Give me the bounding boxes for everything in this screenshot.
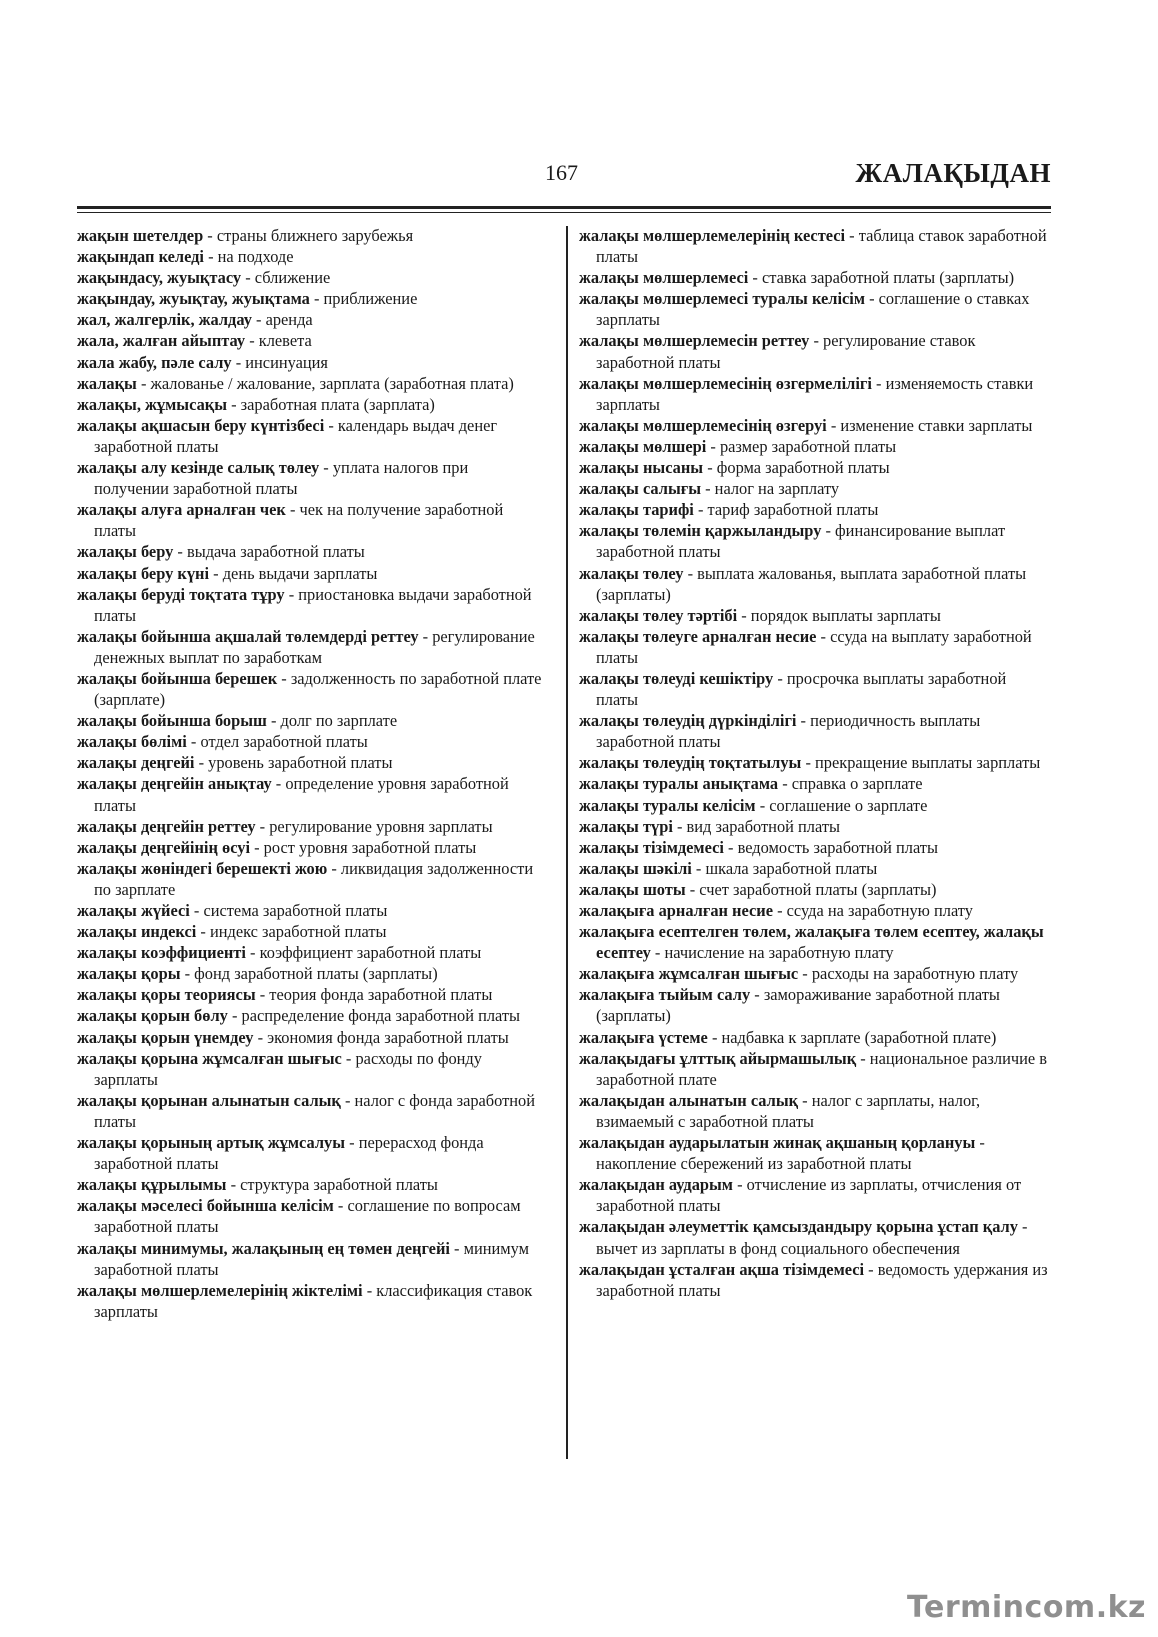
entry-term: жалақы мөлшері bbox=[579, 436, 707, 456]
dictionary-entry bbox=[579, 478, 1051, 499]
entry-separator: - bbox=[253, 1027, 268, 1047]
entry-separator: - bbox=[701, 479, 715, 499]
dictionary-entry bbox=[579, 752, 1051, 773]
entry-separator: - bbox=[324, 415, 338, 435]
entry-translation: день выдачи зарплаты bbox=[222, 563, 378, 583]
dictionary-entry bbox=[77, 942, 542, 963]
dictionary-entry bbox=[77, 584, 542, 626]
entry-term: жалақы деңгейі bbox=[77, 753, 195, 773]
dictionary-entry bbox=[77, 309, 542, 330]
entry-term: жалақы минимумы, жалақының ең төмен деңгейі bbox=[77, 1238, 450, 1258]
entry-term: жалақы деңгейінің өсуі bbox=[77, 837, 251, 857]
dictionary-entry bbox=[77, 563, 542, 584]
entry-translation: календарь выдач денег заработной платы bbox=[94, 415, 498, 456]
entry-term: жалақы төлеудің тоқтатылуы bbox=[579, 753, 802, 773]
entry-separator: - bbox=[362, 1280, 377, 1300]
entry-translation: выдача заработной платы bbox=[186, 542, 365, 562]
entry-separator: - bbox=[748, 268, 762, 288]
entry-separator: - bbox=[250, 837, 264, 857]
dictionary-entry bbox=[579, 605, 1051, 626]
entry-separator: - bbox=[706, 436, 720, 456]
dictionary-entry bbox=[77, 1090, 542, 1132]
entry-separator: - bbox=[241, 268, 255, 288]
entry-term: жалақы төлеуге арналған несие bbox=[579, 626, 817, 646]
entry-term: жалақы қоры bbox=[77, 964, 181, 984]
dictionary-entry bbox=[77, 1005, 542, 1026]
dictionary-entry bbox=[77, 394, 542, 415]
entry-translation: ссуда на заработную плату bbox=[786, 901, 973, 920]
entry-translation: отчисление из зарплаты, отчисления от заработной платы bbox=[596, 1175, 1022, 1216]
entry-translation: ссуда на выплату заработной платы bbox=[596, 626, 1032, 667]
entry-separator: - bbox=[816, 626, 831, 646]
entry-translation: фонд заработной платы (зарплаты) bbox=[194, 964, 438, 984]
dictionary-entry bbox=[579, 837, 1051, 858]
entry-separator: - bbox=[196, 922, 210, 942]
entry-separator: - bbox=[231, 352, 246, 372]
dictionary-entry bbox=[77, 1195, 542, 1237]
entry-translation: перерасход фонда заработной платы bbox=[94, 1133, 484, 1174]
entry-translation: на подходе bbox=[217, 247, 294, 267]
dictionary-entry bbox=[579, 626, 1051, 668]
entry-term: жалақы қорынан алынатын салық bbox=[77, 1090, 341, 1110]
entry-term: жалақы алу кезінде салық төлеу bbox=[77, 458, 320, 478]
entry-term: жала жабу, пәле салу bbox=[77, 352, 232, 372]
entry-translation: коэффициент заработной платы bbox=[259, 943, 482, 963]
entry-separator: - bbox=[856, 1048, 870, 1068]
page-number: 167 bbox=[545, 160, 578, 185]
entry-term: жалақы беру күні bbox=[77, 563, 210, 583]
dictionary-entry bbox=[579, 1216, 1051, 1258]
entry-separator: - bbox=[1017, 1217, 1028, 1237]
entry-translation: определение уровня заработной платы bbox=[94, 774, 509, 815]
entry-separator: - bbox=[209, 563, 223, 583]
dictionary-entry bbox=[579, 984, 1051, 1026]
entry-term: жалақыға жұмсалған шығыс bbox=[579, 964, 799, 984]
entry-translation: регулирование уровня зарплаты bbox=[269, 816, 493, 836]
entry-translation: периодичность выплаты заработной платы bbox=[596, 711, 981, 752]
dictionary-entry bbox=[77, 668, 542, 710]
entry-term: жалақы мөлшерлемесінің өзгеруі bbox=[579, 415, 827, 435]
entry-translation: приостановка выдачи заработной платы bbox=[94, 584, 532, 625]
entry-term: жалақы қоры теориясы bbox=[77, 985, 256, 1005]
entry-separator: - bbox=[693, 500, 708, 520]
dictionary-entry bbox=[579, 963, 1051, 984]
dictionary-entry bbox=[579, 330, 1051, 372]
dictionary-entry bbox=[579, 225, 1051, 267]
entry-separator: - bbox=[255, 816, 270, 836]
entry-separator: - bbox=[796, 711, 811, 731]
entry-translation: структура заработной платы bbox=[240, 1175, 438, 1195]
entry-term: жал, жалгерлік, жалдау bbox=[77, 310, 252, 330]
dictionary-entry bbox=[579, 1174, 1051, 1216]
entry-translation: вычет из зарплаты в фонд социального обеспечения bbox=[596, 1238, 960, 1258]
entry-translation: соглашение по вопросам заработной платы bbox=[94, 1196, 521, 1237]
dictionary-entry bbox=[77, 330, 542, 351]
entry-separator: - bbox=[737, 605, 751, 625]
entry-separator: - bbox=[418, 626, 433, 646]
entry-term: жалақы жүйесі bbox=[77, 901, 190, 920]
dictionary-entry bbox=[579, 816, 1051, 837]
entry-separator: - bbox=[773, 668, 787, 688]
entry-translation: ставка заработной платы (зарплаты) bbox=[761, 268, 1015, 288]
entry-translation: вид заработной платы bbox=[686, 816, 840, 836]
dictionary-entry bbox=[77, 731, 542, 752]
entry-translation: инсинуация bbox=[245, 352, 328, 372]
entry-term: жалақы ақшасын беру күнтізбесі bbox=[77, 415, 325, 435]
entry-term: жалақы деңгейін анықтау bbox=[77, 774, 272, 794]
entry-separator: - bbox=[826, 415, 841, 435]
dictionary-entry bbox=[77, 773, 542, 815]
entry-separator: - bbox=[809, 331, 824, 351]
dictionary-entry bbox=[77, 1048, 542, 1090]
entry-translation: налог с зарплаты, налог, взимаемый с заработной платы bbox=[596, 1090, 981, 1131]
entry-separator: - bbox=[189, 901, 204, 920]
entry-separator: - bbox=[340, 1090, 355, 1110]
dictionary-entry bbox=[77, 225, 542, 246]
dictionary-entry bbox=[77, 457, 542, 499]
dictionary-entry bbox=[77, 858, 542, 900]
dictionary-entry bbox=[77, 352, 542, 373]
entry-separator: - bbox=[226, 1175, 241, 1195]
entry-separator: - bbox=[845, 226, 859, 245]
dictionary-entry bbox=[579, 921, 1051, 963]
header-rule-thick bbox=[77, 206, 1051, 209]
entry-term: жалақы құрылымы bbox=[77, 1175, 227, 1195]
entry-translation: налог с фонда заработной платы bbox=[94, 1090, 536, 1131]
entry-translation: расходы на заработную плату bbox=[811, 964, 1019, 984]
entry-term: жалақы қорын бөлу bbox=[77, 1006, 228, 1026]
entry-separator: - bbox=[227, 394, 241, 414]
entry-term: жалақы индексі bbox=[77, 922, 197, 942]
dictionary-entry bbox=[77, 710, 542, 731]
entry-term: жалақы төлеу bbox=[579, 563, 684, 583]
dictionary-entry bbox=[579, 499, 1051, 520]
entry-separator: - bbox=[173, 542, 187, 562]
entry-separator: - bbox=[194, 753, 209, 773]
entry-separator: - bbox=[341, 1048, 356, 1068]
entry-translation: просрочка выплаты заработной платы bbox=[596, 668, 1007, 710]
entry-translation: начисление на заработную плату bbox=[664, 943, 894, 963]
entry-translation: уровень заработной платы bbox=[208, 753, 393, 773]
dictionary-entry bbox=[77, 900, 542, 921]
dictionary-entry bbox=[77, 1174, 542, 1195]
entry-translation: надбавка к зарплате (заработной плате) bbox=[721, 1027, 997, 1047]
entry-term: жалақыдан аударым bbox=[579, 1175, 733, 1195]
entry-term: жалақы мөлшерлемесі bbox=[579, 268, 749, 288]
dictionary-entry bbox=[77, 921, 542, 942]
dictionary-entry bbox=[579, 668, 1051, 710]
entry-term: жалақы тарифі bbox=[579, 500, 694, 520]
dictionary-entry bbox=[77, 752, 542, 773]
entry-term: жалақы туралы анықтама bbox=[579, 774, 779, 794]
dictionary-entry bbox=[77, 626, 542, 668]
column-divider bbox=[566, 226, 568, 1459]
entry-separator: - bbox=[798, 1090, 812, 1110]
entry-term: жалақы бойынша борыш bbox=[77, 711, 267, 731]
entry-separator: - bbox=[309, 289, 324, 309]
dictionary-entry bbox=[77, 541, 542, 562]
entry-term: жалақы салығы bbox=[579, 479, 702, 499]
entry-separator: - bbox=[271, 774, 286, 794]
entry-separator: - bbox=[284, 584, 299, 604]
entry-term: жалақыға үстеме bbox=[579, 1027, 708, 1047]
dictionary-entry bbox=[77, 963, 542, 984]
entry-term: жалақы мөлшерлемесінің өзгермелілігі bbox=[579, 373, 872, 393]
entry-translation: счет заработной платы (зарплаты) bbox=[699, 879, 937, 899]
dictionary-entry bbox=[77, 499, 542, 541]
entry-translation: регулирование ставок заработной платы bbox=[596, 331, 976, 372]
entry-translation: размер заработной платы bbox=[719, 436, 897, 456]
entry-separator: - bbox=[801, 753, 816, 773]
dictionary-entry bbox=[579, 563, 1051, 605]
header-rule-thin bbox=[77, 212, 1051, 213]
entry-translation: налог на зарплату bbox=[714, 479, 840, 499]
entry-separator: - bbox=[672, 816, 687, 836]
entry-separator: - bbox=[685, 879, 700, 899]
dictionary-entry bbox=[579, 373, 1051, 415]
dictionary-entry bbox=[579, 773, 1051, 794]
dictionary-entry bbox=[77, 373, 542, 394]
entry-separator: - bbox=[345, 1133, 359, 1153]
entry-translation: жалованье / жалование, зарплата (заработная плата) bbox=[150, 373, 514, 393]
entry-separator: - bbox=[136, 373, 151, 393]
entry-translation: страны ближнего зарубежья bbox=[216, 226, 414, 245]
entry-translation: заработная плата (зарплата) bbox=[240, 394, 435, 414]
entry-translation: расходы по фонду зарплаты bbox=[94, 1048, 482, 1089]
entry-translation: теория фонда заработной платы bbox=[269, 985, 493, 1005]
dictionary-entry bbox=[579, 1090, 1051, 1132]
dictionary-entry bbox=[77, 1027, 542, 1048]
entry-term: жалақыдан ұсталған ақша тізімдемесі bbox=[579, 1259, 865, 1279]
entry-term: жақын шетелдер bbox=[77, 226, 204, 245]
dictionary-entry bbox=[579, 457, 1051, 478]
entry-term: жалақыға есептелген төлем, жалақыға төлем есептеу, жалақы есептеу bbox=[579, 922, 1044, 963]
entry-translation: таблица ставок заработной платы bbox=[596, 226, 1047, 267]
dictionary-entry bbox=[77, 267, 542, 288]
entry-translation: отдел заработной платы bbox=[200, 732, 368, 752]
entry-translation: клевета bbox=[258, 331, 312, 351]
entry-term: жалақы шәкілі bbox=[579, 858, 692, 878]
entry-term: жалақы тізімдемесі bbox=[579, 837, 724, 857]
entry-term: жалақыдан алынатын салық bbox=[579, 1090, 799, 1110]
entry-translation: распределение фонда заработной платы bbox=[241, 1006, 521, 1026]
entry-separator: - bbox=[245, 331, 259, 351]
entry-term: жақындап келеді bbox=[77, 247, 204, 267]
entry-term: жала, жалған айыптау bbox=[77, 331, 246, 351]
dictionary-entry bbox=[77, 415, 542, 457]
dictionary-entry bbox=[579, 520, 1051, 562]
entry-separator: - bbox=[449, 1238, 464, 1258]
entry-separator: - bbox=[691, 858, 706, 878]
entry-translation: сближение bbox=[254, 268, 331, 288]
dictionary-entry bbox=[77, 1238, 542, 1280]
watermark-logo: Termincom.kz bbox=[907, 1590, 1146, 1625]
entry-separator: - bbox=[319, 458, 333, 478]
dictionary-entry bbox=[579, 1132, 1051, 1174]
entry-term: жалақы мөлшерлемесі туралы келісім bbox=[579, 289, 865, 309]
entry-translation: тариф заработной платы bbox=[707, 500, 879, 520]
entry-separator: - bbox=[227, 1006, 242, 1026]
entry-translation: ликвидация задолженности по зарплате bbox=[94, 858, 534, 899]
entry-term: жақындасу, жуықтасу bbox=[77, 268, 242, 288]
entry-term: жалақыдағы ұлттық айырмашылық bbox=[579, 1048, 857, 1068]
entry-term: жалақы мәселесі бойынша келісім bbox=[77, 1196, 334, 1216]
entry-translation: регулирование денежных выплат по заработкам bbox=[94, 626, 535, 667]
entry-term: жалақы төлеу тәртібі bbox=[579, 605, 738, 625]
entry-translation: минимум заработной платы bbox=[94, 1238, 530, 1279]
entry-term: жалақы бойынша берешек bbox=[77, 668, 278, 688]
entry-separator: - bbox=[327, 858, 341, 878]
dictionary-entry bbox=[77, 984, 542, 1005]
entry-term: жалақы жөніндегі берешекті жою bbox=[77, 858, 328, 878]
entry-translation: долг по зарплате bbox=[280, 711, 398, 731]
entry-separator: - bbox=[204, 247, 218, 267]
entry-translation: чек на получение заработной платы bbox=[94, 500, 504, 541]
dictionary-entry bbox=[579, 267, 1051, 288]
entry-translation: соглашение о зарплате bbox=[769, 795, 928, 815]
dictionary-entry bbox=[77, 837, 542, 858]
running-head: ЖАЛАҚЫДАН bbox=[855, 158, 1051, 188]
entry-term: жалақы нысаны bbox=[579, 458, 704, 478]
entry-separator: - bbox=[755, 795, 770, 815]
dictionary-entry bbox=[77, 1132, 542, 1174]
entry-translation: порядок выплаты зарплаты bbox=[750, 605, 941, 625]
entry-translation: ведомость заработной платы bbox=[737, 837, 938, 857]
entry-separator: - bbox=[864, 1259, 878, 1279]
entry-separator: - bbox=[703, 458, 717, 478]
dictionary-entry bbox=[579, 1027, 1051, 1048]
left-column bbox=[77, 225, 542, 1322]
entry-translation: аренда bbox=[265, 310, 313, 330]
entry-translation: накопление сбережений из заработной платы bbox=[596, 1154, 912, 1174]
entry-separator: - bbox=[203, 226, 217, 245]
entry-separator: - bbox=[186, 732, 201, 752]
dictionary-entry bbox=[77, 1280, 542, 1322]
entry-term: жалақы түрі bbox=[579, 816, 673, 836]
dictionary-entry bbox=[77, 288, 542, 309]
entry-translation: форма заработной платы bbox=[716, 458, 890, 478]
entry-term: жалақыға арналған несие bbox=[579, 901, 773, 920]
entry-separator: - bbox=[750, 985, 764, 1005]
entry-translation: приближение bbox=[323, 289, 418, 309]
entry-separator: - bbox=[683, 563, 698, 583]
entry-separator: - bbox=[650, 943, 665, 963]
entry-separator: - bbox=[723, 837, 738, 857]
dictionary-entry bbox=[77, 246, 542, 267]
entry-term: жалақы қорының артық жұмсалуы bbox=[77, 1133, 346, 1153]
entry-translation: справка о зарплате bbox=[791, 774, 923, 794]
entry-term: жалақы бойынша ақшалай төлемдерді реттеу bbox=[77, 626, 419, 646]
entry-separator: - bbox=[277, 668, 291, 688]
dictionary-entry bbox=[579, 710, 1051, 752]
entry-translation: национальное различие в заработной плате bbox=[596, 1048, 1047, 1089]
entry-translation: соглашение о ставках зарплаты bbox=[596, 289, 1030, 330]
entry-term: жалақы бөлімі bbox=[77, 732, 187, 752]
dictionary-entry bbox=[579, 858, 1051, 879]
entry-term: жалақы беруді тоқтата тұру bbox=[77, 584, 285, 604]
entry-term: жалақы туралы келісім bbox=[579, 795, 756, 815]
entry-translation: уплата налогов при получении заработной платы bbox=[94, 458, 469, 499]
entry-separator: - bbox=[732, 1175, 747, 1195]
entry-term: жалақы мөлшерлемесін реттеу bbox=[579, 331, 810, 351]
dictionary-entry bbox=[579, 879, 1051, 900]
entry-term: жалақы қорын үнемдеу bbox=[77, 1027, 254, 1047]
entry-term: жалақы bbox=[77, 373, 137, 393]
entry-separator: - bbox=[778, 774, 792, 794]
entry-term: жалақы коэффициенті bbox=[77, 943, 246, 963]
entry-term: жалақы беру bbox=[77, 542, 174, 562]
dictionary-entry bbox=[77, 816, 542, 837]
entry-separator: - bbox=[798, 964, 812, 984]
entry-separator: - bbox=[255, 985, 270, 1005]
entry-term: жалақы төлемін қаржыландыру bbox=[579, 521, 822, 541]
dictionary-entry bbox=[579, 795, 1051, 816]
dictionary-entry bbox=[579, 900, 1051, 921]
right-column bbox=[579, 225, 1051, 1301]
entry-translation: рост уровня заработной платы bbox=[263, 837, 477, 857]
entry-separator: - bbox=[865, 289, 879, 309]
entry-term: жалақы қорына жұмсалған шығыс bbox=[77, 1048, 342, 1068]
entry-translation: замораживание заработной платы (зарплаты) bbox=[596, 985, 1000, 1026]
entry-separator: - bbox=[180, 964, 195, 984]
dictionary-entry bbox=[579, 1048, 1051, 1090]
entry-translation: изменяемость ставки зарплаты bbox=[596, 373, 1034, 414]
dictionary-entry bbox=[579, 288, 1051, 330]
entry-term: жалақыға тыйым салу bbox=[579, 985, 751, 1005]
dictionary-entry bbox=[579, 415, 1051, 436]
entry-separator: - bbox=[251, 310, 266, 330]
entry-term: жалақы мөлшерлемелерінің кестесі bbox=[579, 226, 846, 245]
entry-translation: задолженность по заработной плате (зарплате) bbox=[94, 668, 542, 710]
entry-translation: изменение ставки зарплаты bbox=[840, 415, 1033, 435]
entry-separator: - bbox=[266, 711, 281, 731]
entry-separator: - bbox=[333, 1196, 348, 1216]
entry-separator: - bbox=[821, 521, 836, 541]
entry-term: жалақы шоты bbox=[579, 879, 686, 899]
entry-term: жалақы алуға арналған чек bbox=[77, 500, 286, 520]
entry-term: жалақы деңгейін реттеу bbox=[77, 816, 256, 836]
entry-separator: - bbox=[871, 373, 886, 393]
entry-term: жалақыдан әлеуметтік қамсыздандыру қорына ұстап қалу bbox=[579, 1217, 1018, 1237]
entry-term: жалақы төлеуді кешіктіру bbox=[579, 668, 774, 688]
entry-translation: система заработной платы bbox=[203, 901, 388, 920]
entry-term: жалақы, жұмысақы bbox=[77, 394, 228, 414]
entry-translation: классификация ставок зарплаты bbox=[94, 1280, 533, 1321]
entry-term: жалақы төлеудің дүркінділігі bbox=[579, 711, 797, 731]
dictionary-entry bbox=[579, 436, 1051, 457]
entry-translation: индекс заработной платы bbox=[209, 922, 387, 942]
entry-separator: - bbox=[285, 500, 300, 520]
entry-term: жақындау, жуықтау, жуықтама bbox=[77, 289, 310, 309]
entry-separator: - bbox=[975, 1133, 985, 1153]
entry-translation: прекращение выплаты зарплаты bbox=[815, 753, 1041, 773]
entry-translation: выплата жалованья, выплата заработной платы (зарплаты) bbox=[596, 563, 1027, 604]
entry-term: жалақы мөлшерлемелерінің жіктелімі bbox=[77, 1280, 363, 1300]
dictionary-entry bbox=[579, 1259, 1051, 1301]
entry-translation: ведомость удержания из заработной платы bbox=[596, 1259, 1048, 1300]
entry-separator: - bbox=[772, 901, 787, 920]
entry-term: жалақыдан аударылатын жинақ ақшаның қорлануы bbox=[579, 1133, 976, 1153]
entry-translation: шкала заработной платы bbox=[705, 858, 878, 878]
entry-separator: - bbox=[707, 1027, 722, 1047]
entry-translation: экономия фонда заработной платы bbox=[267, 1027, 509, 1047]
entry-separator: - bbox=[245, 943, 260, 963]
entry-translation: финансирование выплат заработной платы bbox=[596, 521, 1006, 562]
